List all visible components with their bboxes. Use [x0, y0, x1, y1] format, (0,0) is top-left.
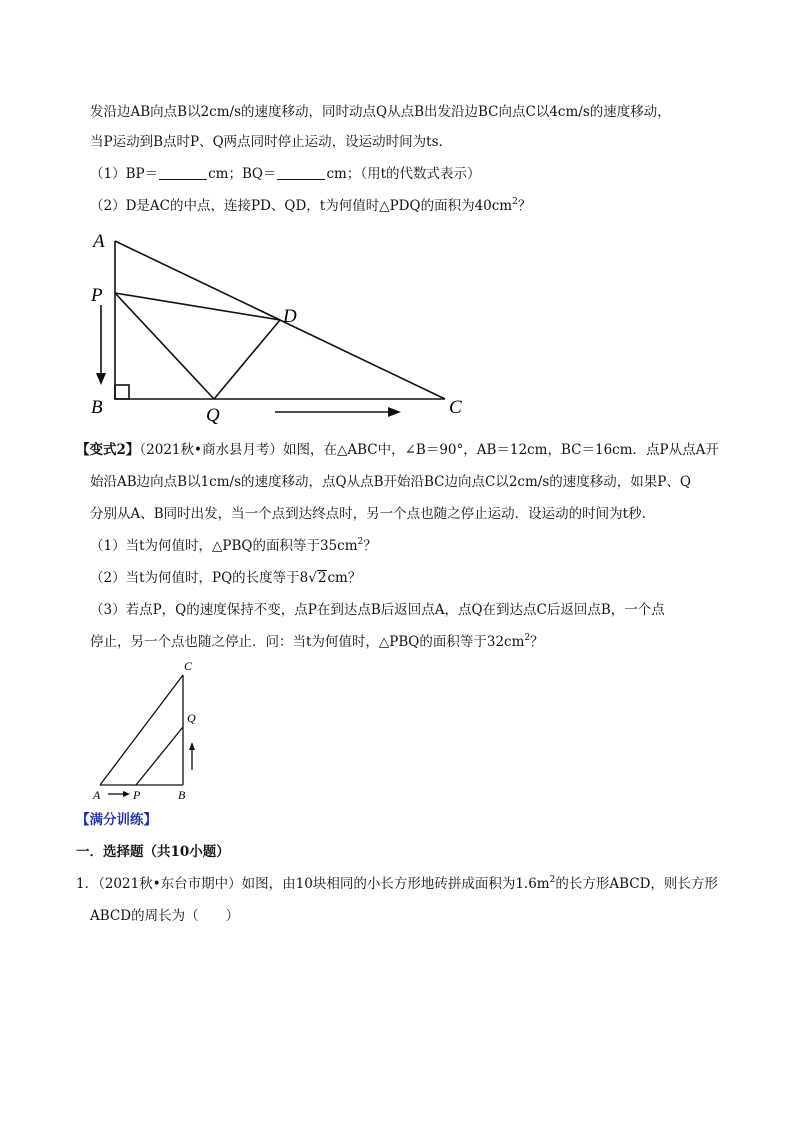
label-P: P	[91, 285, 103, 306]
problem-text-line-2: 当P运动到B点时P、Q两点同时停止运动，设运动时间为ts．	[90, 134, 453, 150]
v2-q1-end: ？	[363, 538, 377, 554]
question-1	[90, 164, 481, 184]
question-1-text: （1）BP＝	[90, 166, 159, 182]
label-C: C	[184, 659, 193, 673]
label-Q: Q	[187, 711, 196, 725]
section-title: 【满分训练】	[76, 812, 157, 828]
section-subtitle: 一．选择题（共10小题）	[76, 844, 230, 860]
problem-text-line-1: 发沿边AB向点B以2cm/s的速度移动，同时动点Q从点B出发沿边BC向点C以4cm/s的速度移动，	[90, 104, 671, 120]
variant-2-question-2	[90, 568, 361, 588]
v2-q3-end: ？	[530, 634, 544, 650]
superscript: 2	[549, 875, 556, 885]
variant-2-question-3-line-2	[90, 632, 544, 652]
label-D: D	[283, 306, 297, 327]
choice-question-1-line-1	[76, 874, 718, 894]
v2-q2-end: cm？	[327, 570, 362, 586]
label-Q: Q	[206, 405, 220, 425]
question-2	[90, 196, 531, 216]
label-B: B	[91, 397, 103, 418]
variant-tag: 【变式2】	[76, 442, 140, 458]
variant-2-line-2: 始沿AB边向点B以1cm/s的速度移动，点Q从点B开始沿BC边向点C以2cm/s的速度移动，如果P、Q	[90, 474, 691, 490]
sqrt-symbol: √	[308, 570, 317, 586]
label-P: P	[133, 788, 141, 802]
label-B: B	[178, 788, 186, 802]
label-A: A	[93, 788, 101, 802]
label-C: C	[449, 397, 462, 418]
answer-blank-2[interactable]	[277, 165, 325, 180]
cq1-text: 1．（2021秋•东台市期中）如图，由10块相同的小长方形地砖拼成面积为1.6m	[76, 876, 550, 892]
variant-2-question-1	[90, 536, 377, 556]
v2-q2-text: （2）当t为何值时，PQ的长度等于8	[90, 570, 309, 586]
variant-2-line-3: 分别从A、B同时出发，当一个点到达终点时，另一个点也随之停止运动．设运动的时间为t秒．	[90, 506, 656, 522]
figure-triangle-pbq	[88, 655, 218, 805]
cq1-end: 的长方形ABCD，则长方形	[555, 876, 718, 892]
sqrt-radicand: 2	[317, 570, 327, 586]
choice-question-1-line-2: ABCD的周长为（ ）	[90, 908, 240, 924]
variant-2-question-3-line-1: （3）若点P，Q的速度保持不变，点P在到达点B后返回点A，点Q在到达点C后返回点B，一个点	[90, 602, 665, 618]
superscript: 2	[512, 197, 518, 207]
v2-q3-text: 停止，另一个点也随之停止．问：当t为何值时，△PBQ的面积等于32cm	[90, 634, 525, 650]
label-A: A	[93, 231, 105, 252]
superscript: 2	[357, 537, 364, 547]
question-2-text-end: ？	[517, 198, 532, 214]
figure-triangle-pdq	[85, 225, 475, 425]
variant-2-line-1	[76, 440, 719, 460]
answer-blank-1[interactable]	[159, 165, 207, 180]
v2-q1-text: （1）当t为何值时，△PBQ的面积等于35cm	[90, 538, 358, 554]
superscript: 2	[524, 633, 531, 643]
variant-2-text: （2021秋•商水县月考）如图，在△ABC中，∠B＝90°，AB＝12cm，BC＝16cm．点P从点A开	[139, 442, 719, 458]
question-2-text: （2）D是AC的中点，连接PD、QD，t为何值时△PDQ的面积为40cm	[90, 198, 513, 214]
question-1-text-end: cm；（用t的代数式表示）	[326, 166, 481, 182]
question-1-text-mid: cm；BQ＝	[208, 166, 277, 182]
